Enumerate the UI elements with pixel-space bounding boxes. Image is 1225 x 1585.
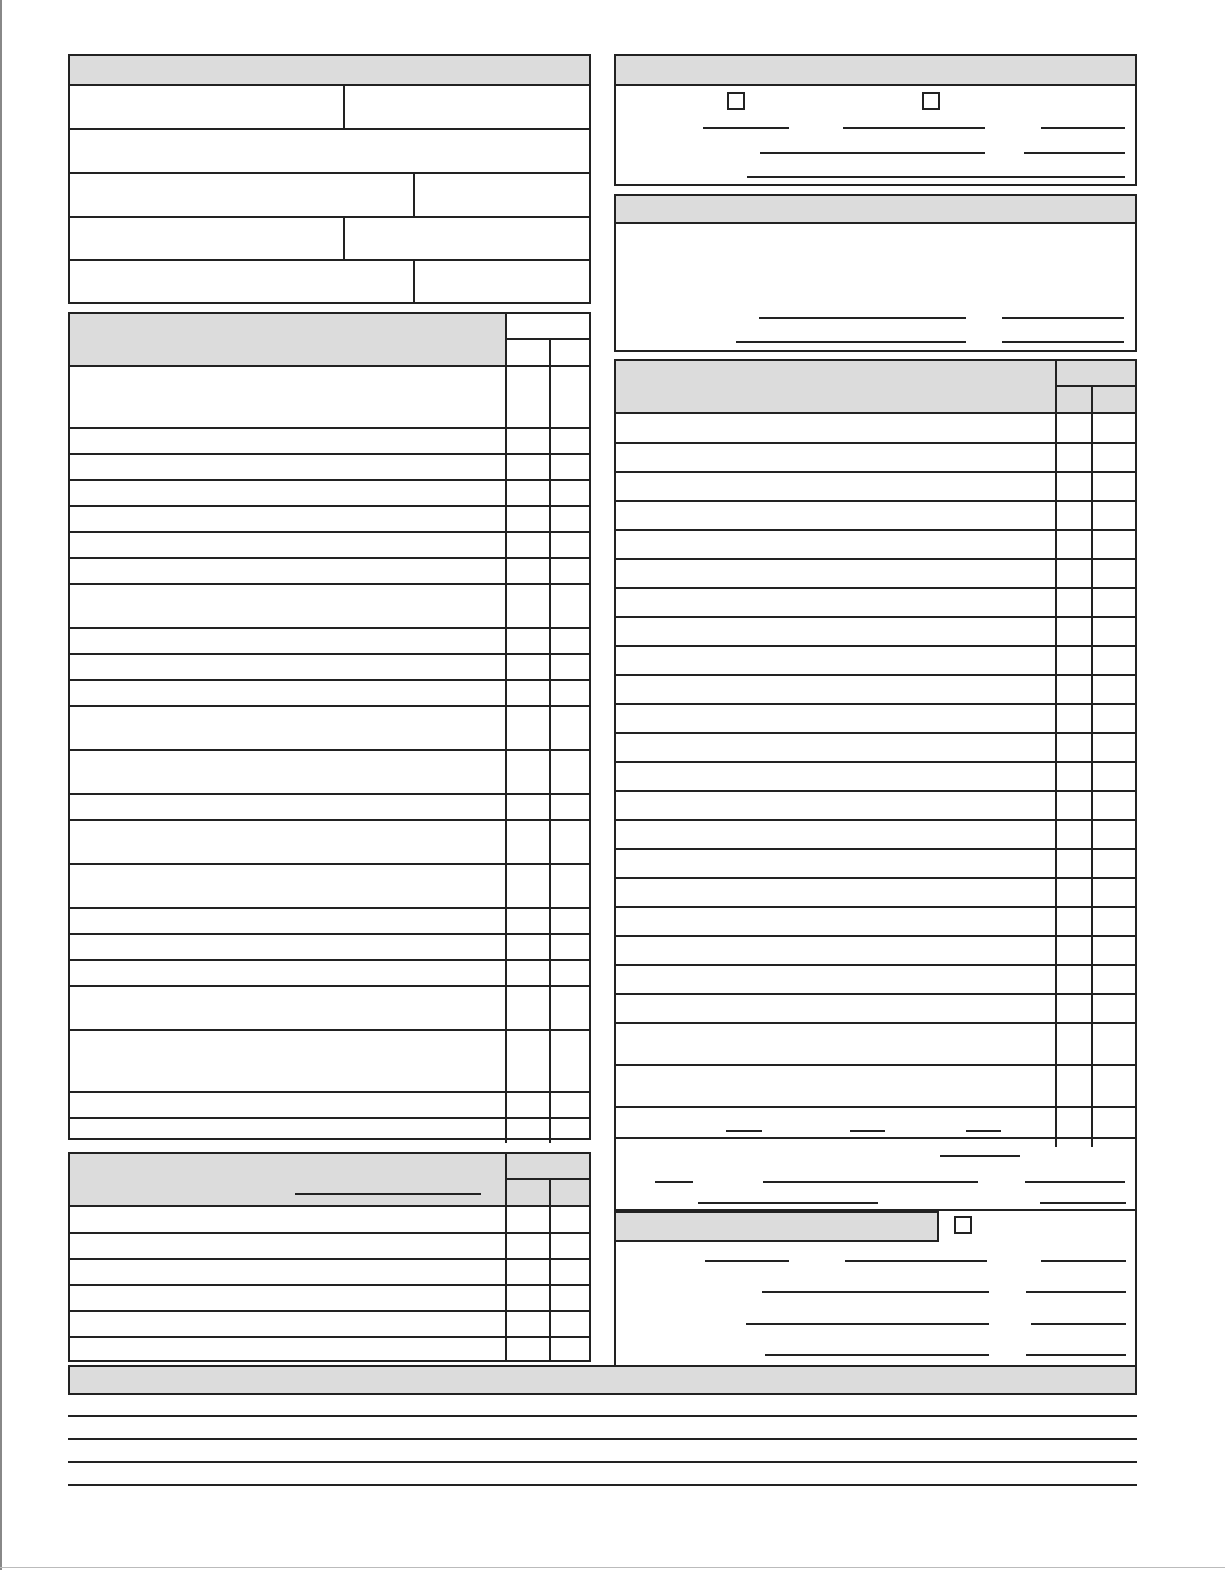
left-bottom-checklist-column-header (505, 1180, 549, 1206)
left-bottom-checklist-column-group (505, 1154, 589, 1180)
right-checklist-check-cell[interactable] (1093, 762, 1135, 791)
right-checklist-row (616, 588, 1055, 617)
left-checklist-check-cell[interactable] (551, 480, 589, 506)
right-checklist-check-cell[interactable] (1093, 559, 1135, 588)
underline-field[interactable] (850, 1130, 885, 1132)
underline-field[interactable] (1025, 1181, 1125, 1183)
underline-field[interactable] (746, 1323, 989, 1325)
info-field[interactable] (415, 174, 589, 216)
left-bottom-checklist-row (70, 1337, 505, 1360)
left-checklist-row (70, 680, 505, 706)
left-checklist-check-cell[interactable] (507, 480, 549, 506)
checkbox[interactable] (954, 1216, 972, 1234)
left-checklist-check-cell[interactable] (551, 794, 589, 820)
left-checklist-check-cell[interactable] (551, 750, 589, 794)
left-bottom-checklist-check-cell[interactable] (551, 1259, 589, 1285)
right-checklist-check-cell[interactable] (1057, 907, 1091, 936)
left-checklist-check-cell[interactable] (507, 558, 549, 584)
right-checklist-check-cell[interactable] (1093, 414, 1135, 443)
notes-line[interactable] (68, 1438, 1137, 1440)
underline-field[interactable] (698, 1202, 878, 1204)
left-checklist-check-cell[interactable] (551, 654, 589, 680)
left-checklist-check-cell[interactable] (507, 794, 549, 820)
left-checklist-row (70, 908, 505, 934)
left-checklist-check-cell[interactable] (551, 532, 589, 558)
left-checklist-check-cell[interactable] (551, 628, 589, 654)
left-checklist-check-cell[interactable] (507, 820, 549, 864)
left-bottom-checklist-column-header (549, 1180, 589, 1206)
right-checklist-check-cell[interactable] (1057, 414, 1091, 443)
left-checklist-row (70, 1030, 505, 1092)
underline-field[interactable] (655, 1181, 693, 1183)
right-checklist-check-cell[interactable] (1093, 791, 1135, 820)
left-checklist-check-cell[interactable] (551, 558, 589, 584)
right-checklist-row (616, 878, 1055, 907)
left-bottom-checklist-row (70, 1311, 505, 1337)
right-checklist-check-cell[interactable] (1093, 1065, 1135, 1107)
left-checklist-check-cell[interactable] (551, 1092, 589, 1118)
left-checklist-row (70, 820, 505, 864)
info-field[interactable] (345, 86, 589, 128)
right-checklist-row (616, 559, 1055, 588)
left-checklist-row (70, 454, 505, 480)
left-checklist-row (70, 750, 505, 794)
info-field[interactable] (70, 86, 343, 128)
left-checklist-row (70, 864, 505, 908)
info-section (68, 54, 591, 304)
right-checklist-check-cell[interactable] (1057, 965, 1091, 994)
right-checklist-row (616, 675, 1055, 704)
page-bottom-edge (0, 1567, 1225, 1568)
underline-field[interactable] (1026, 1291, 1126, 1293)
info-field[interactable] (70, 130, 589, 172)
notes-header (68, 1365, 1137, 1395)
underline-field[interactable] (759, 317, 966, 319)
left-checklist-check-cell[interactable] (507, 506, 549, 532)
left-checklist-check-cell[interactable] (551, 864, 589, 908)
left-checklist-check-cell[interactable] (507, 532, 549, 558)
right-checklist-check-cell[interactable] (1057, 588, 1091, 617)
left-checklist-check-cell[interactable] (507, 654, 549, 680)
underline-field[interactable] (1026, 1354, 1126, 1356)
right-bottom-section-header (616, 1211, 939, 1242)
right-checklist-check-cell[interactable] (1093, 472, 1135, 501)
left-checklist-row (70, 654, 505, 680)
right-checklist-check-cell[interactable] (1093, 588, 1135, 617)
underline-field[interactable] (763, 1181, 978, 1183)
left-checklist-column-header (549, 340, 589, 366)
right-checklist-row (616, 472, 1055, 501)
right-checklist-check-cell[interactable] (1057, 530, 1091, 559)
info-field[interactable] (415, 261, 589, 302)
right-checklist-check-cell[interactable] (1057, 733, 1091, 762)
underline-field[interactable] (762, 1291, 989, 1293)
right-checklist-column-header (1091, 387, 1135, 413)
left-checklist-check-cell[interactable] (551, 1118, 589, 1143)
left-checklist-check-cell[interactable] (507, 1092, 549, 1118)
right-checklist-check-cell[interactable] (1093, 501, 1135, 530)
right-checklist-check-cell[interactable] (1093, 646, 1135, 675)
underline-field[interactable] (1031, 1323, 1126, 1325)
left-checklist-row (70, 628, 505, 654)
left-checklist-row (70, 706, 505, 750)
right-checklist-check-cell[interactable] (1093, 994, 1135, 1023)
underline-field[interactable] (703, 127, 789, 129)
right-signature-area (614, 1137, 1137, 1211)
right-checklist-check-cell[interactable] (1093, 443, 1135, 472)
left-checklist (68, 312, 591, 1140)
underline-field[interactable] (845, 1260, 987, 1262)
right-checklist-check-cell[interactable] (1093, 878, 1135, 907)
underline-field[interactable] (1041, 1260, 1126, 1262)
left-checklist-check-cell[interactable] (507, 750, 549, 794)
right-checklist-row (616, 820, 1055, 849)
left-checklist-row (70, 367, 505, 428)
left-checklist-check-cell[interactable] (551, 960, 589, 986)
left-bottom-checklist-check-cell[interactable] (551, 1233, 589, 1259)
right-checklist-row (616, 791, 1055, 820)
info-field[interactable] (70, 174, 413, 216)
left-checklist-check-cell[interactable] (507, 680, 549, 706)
right-top-section (614, 54, 1137, 186)
underline-field[interactable] (736, 341, 966, 343)
right-checklist-check-cell[interactable] (1057, 762, 1091, 791)
left-checklist-check-cell[interactable] (507, 706, 549, 750)
left-checklist-check-cell[interactable] (507, 934, 549, 960)
right-checklist-row (616, 530, 1055, 559)
right-top-section-header (616, 56, 1135, 86)
notes-line[interactable] (68, 1461, 1137, 1463)
underline-field[interactable] (295, 1193, 481, 1195)
right-checklist-check-cell[interactable] (1057, 791, 1091, 820)
left-checklist-row (70, 584, 505, 628)
checkbox[interactable] (727, 92, 745, 110)
right-checklist-check-cell[interactable] (1057, 617, 1091, 646)
underline-field[interactable] (1040, 1202, 1126, 1204)
left-checklist-check-cell[interactable] (551, 584, 589, 628)
right-checklist-row (616, 501, 1055, 530)
left-checklist-row (70, 480, 505, 506)
left-checklist-check-cell[interactable] (507, 1118, 549, 1143)
left-checklist-check-cell[interactable] (507, 960, 549, 986)
left-checklist-column-header (505, 340, 549, 366)
underline-field[interactable] (1041, 127, 1125, 129)
right-checklist-check-cell[interactable] (1093, 849, 1135, 878)
right-checklist-row (616, 1065, 1055, 1107)
right-checklist-check-cell[interactable] (1093, 907, 1135, 936)
right-checklist-check-cell[interactable] (1057, 646, 1091, 675)
left-bottom-checklist-check-cell[interactable] (507, 1311, 549, 1337)
left-checklist-check-cell[interactable] (551, 428, 589, 454)
left-bottom-checklist-row (70, 1259, 505, 1285)
left-checklist-row (70, 506, 505, 532)
right-checklist-row (616, 849, 1055, 878)
right-checklist-row (616, 443, 1055, 472)
left-bottom-checklist-check-cell[interactable] (551, 1311, 589, 1337)
left-checklist-check-cell[interactable] (551, 934, 589, 960)
right-checklist-check-cell[interactable] (1093, 675, 1135, 704)
right-checklist-check-cell[interactable] (1093, 820, 1135, 849)
left-checklist-check-cell[interactable] (507, 428, 549, 454)
left-checklist-check-cell[interactable] (551, 986, 589, 1030)
right-checklist-row (616, 907, 1055, 936)
left-bottom-checklist-check-cell[interactable] (507, 1207, 549, 1233)
left-bottom-checklist-check-cell[interactable] (507, 1233, 549, 1259)
left-checklist-row (70, 986, 505, 1030)
underline-field[interactable] (1002, 317, 1124, 319)
left-checklist-check-cell[interactable] (551, 506, 589, 532)
underline-field[interactable] (760, 152, 985, 154)
left-checklist-check-cell[interactable] (551, 680, 589, 706)
left-checklist-check-cell[interactable] (507, 367, 549, 428)
left-bottom-checklist-check-cell[interactable] (507, 1337, 549, 1360)
underline-field[interactable] (1002, 341, 1124, 343)
right-checklist-check-cell[interactable] (1057, 936, 1091, 965)
right-checklist-check-cell[interactable] (1057, 443, 1091, 472)
left-checklist-row (70, 428, 505, 454)
underline-field[interactable] (705, 1260, 789, 1262)
left-bottom-checklist-check-cell[interactable] (551, 1207, 589, 1233)
right-checklist-check-cell[interactable] (1057, 472, 1091, 501)
left-checklist-row (70, 1092, 505, 1118)
right-checklist-check-cell[interactable] (1057, 675, 1091, 704)
right-checklist-row (616, 762, 1055, 791)
right-checklist (614, 359, 1137, 1139)
right-checklist-check-cell[interactable] (1093, 704, 1135, 733)
info-field[interactable] (345, 218, 589, 259)
right-checklist-row (616, 733, 1055, 762)
right-checklist-row (616, 414, 1055, 443)
underline-field[interactable] (966, 1130, 1001, 1132)
right-checklist-column-group (1055, 361, 1135, 387)
left-checklist-check-cell[interactable] (507, 1030, 549, 1092)
left-checklist-row (70, 960, 505, 986)
left-checklist-check-cell[interactable] (507, 864, 549, 908)
left-checklist-row (70, 532, 505, 558)
right-bottom-section (614, 1211, 1137, 1366)
right-checklist-row (616, 965, 1055, 994)
right-checklist-row (616, 994, 1055, 1023)
left-checklist-check-cell[interactable] (507, 908, 549, 934)
left-checklist-check-cell[interactable] (507, 454, 549, 480)
left-checklist-check-cell[interactable] (507, 986, 549, 1030)
right-second-section-header (616, 196, 1135, 224)
info-section-header (70, 56, 589, 86)
left-bottom-checklist-check-cell[interactable] (551, 1337, 589, 1360)
underline-field[interactable] (940, 1155, 1020, 1157)
right-checklist-check-cell[interactable] (1093, 965, 1135, 994)
underline-field[interactable] (843, 127, 985, 129)
right-checklist-check-cell[interactable] (1057, 501, 1091, 530)
right-second-section (614, 194, 1137, 352)
right-checklist-row (616, 1023, 1055, 1065)
left-checklist-check-cell[interactable] (507, 628, 549, 654)
right-checklist-check-cell[interactable] (1057, 849, 1091, 878)
right-checklist-row (616, 617, 1055, 646)
right-checklist-check-cell[interactable] (1057, 1023, 1091, 1065)
left-checklist-column-group (505, 314, 589, 340)
checkbox[interactable] (922, 92, 940, 110)
left-bottom-checklist-row (70, 1285, 505, 1311)
left-bottom-checklist-row (70, 1233, 505, 1259)
right-checklist-check-cell[interactable] (1057, 878, 1091, 907)
right-checklist-check-cell[interactable] (1093, 936, 1135, 965)
right-checklist-row (616, 646, 1055, 675)
right-checklist-check-cell[interactable] (1093, 1023, 1135, 1065)
left-checklist-row (70, 1118, 505, 1143)
underline-field[interactable] (747, 176, 1125, 178)
left-bottom-checklist-check-cell[interactable] (507, 1259, 549, 1285)
info-field[interactable] (70, 261, 413, 302)
left-checklist-check-cell[interactable] (551, 908, 589, 934)
right-checklist-check-cell[interactable] (1093, 530, 1135, 559)
left-checklist-check-cell[interactable] (507, 584, 549, 628)
left-bottom-checklist-check-cell[interactable] (551, 1285, 589, 1311)
right-checklist-check-cell[interactable] (1057, 1065, 1091, 1107)
left-checklist-check-cell[interactable] (551, 820, 589, 864)
left-checklist-check-cell[interactable] (551, 1030, 589, 1092)
left-bottom-checklist-check-cell[interactable] (507, 1285, 549, 1311)
left-checklist-row (70, 558, 505, 584)
right-checklist-check-cell[interactable] (1093, 733, 1135, 762)
right-checklist-check-cell[interactable] (1057, 820, 1091, 849)
right-checklist-check-cell[interactable] (1057, 994, 1091, 1023)
right-checklist-row (616, 704, 1055, 733)
left-checklist-row (70, 934, 505, 960)
left-checklist-check-cell[interactable] (551, 706, 589, 750)
right-checklist-check-cell[interactable] (1057, 559, 1091, 588)
underline-field[interactable] (1024, 152, 1125, 154)
left-checklist-check-cell[interactable] (551, 367, 589, 428)
page-left-edge (0, 0, 2, 1570)
underline-field[interactable] (726, 1130, 762, 1132)
left-bottom-checklist (68, 1152, 591, 1362)
right-checklist-column-header (1055, 387, 1091, 413)
right-checklist-row (616, 936, 1055, 965)
info-field[interactable] (70, 218, 343, 259)
left-bottom-checklist-row (70, 1207, 505, 1233)
right-checklist-check-cell[interactable] (1057, 704, 1091, 733)
right-checklist-check-cell[interactable] (1093, 617, 1135, 646)
notes-line[interactable] (68, 1484, 1137, 1486)
underline-field[interactable] (765, 1354, 989, 1356)
left-checklist-check-cell[interactable] (551, 454, 589, 480)
left-checklist-row (70, 794, 505, 820)
notes-line[interactable] (68, 1415, 1137, 1417)
